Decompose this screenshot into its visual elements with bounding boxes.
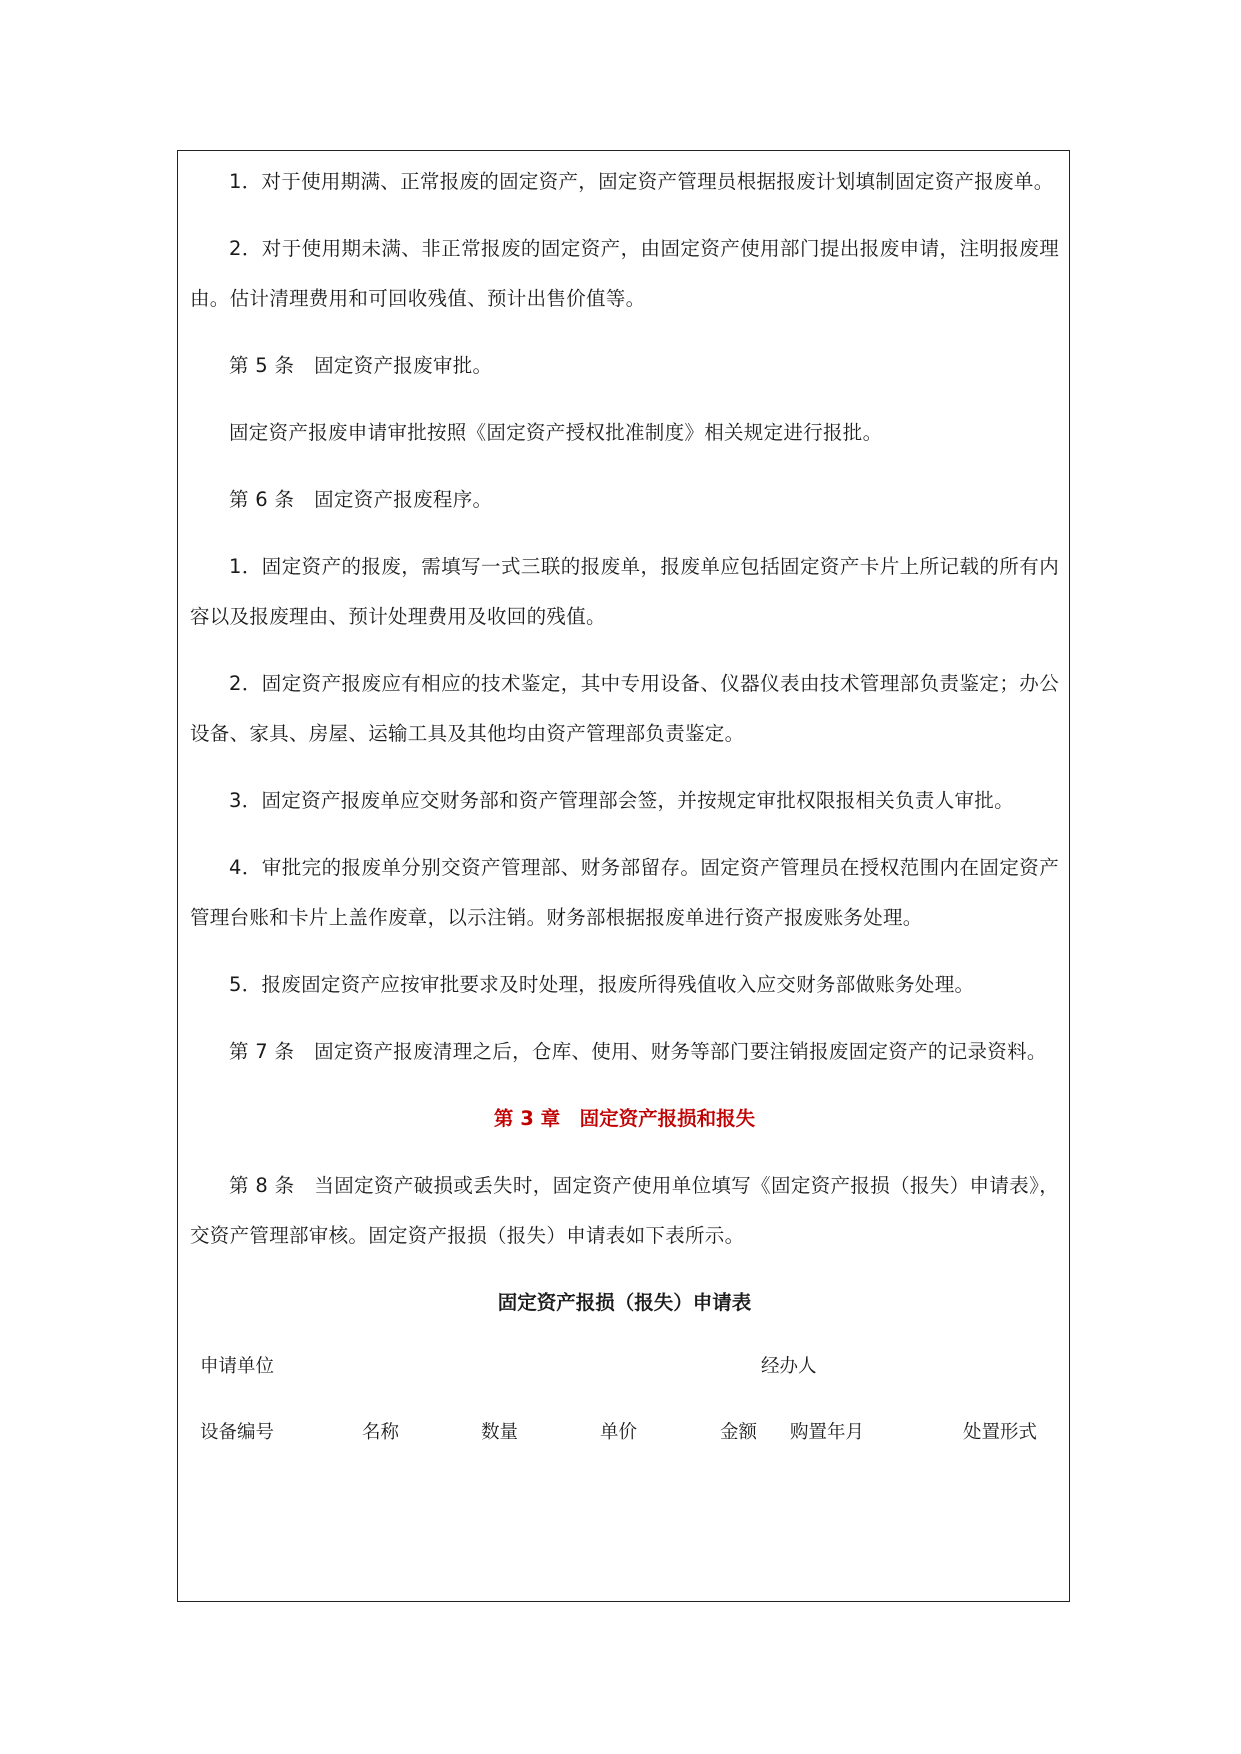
paragraph: 5．报废固定资产应按审批要求及时处理，报废所得残值收入应交财务部做账务处理。 [229,973,975,996]
paragraph: 3．固定资产报废单应交财务部和资产管理部会签，并按规定审批权限报相关负责人审批。 [229,789,1014,812]
paragraph: 1．固定资产的报废，需填写一式三联的报废单，报废单应包括固定资产卡片上所记载的所有内容以及报废理由、预计处理费用及收回的残值。 [190,555,1059,628]
column-name: 名称 [362,1422,400,1443]
paragraph: 2．对于使用期未满、非正常报废的固定资产，由固定资产使用部门提出报废申请，注明报废理由。估计清理费用和可回收残值、预计出售价值等。 [190,237,1059,310]
paragraph: 1．对于使用期满、正常报废的固定资产，固定资产管理员根据报废计划填制固定资产报废单。 [229,170,1054,193]
column-amount: 金额 [720,1422,758,1443]
form-row-applicant [190,1342,1059,1392]
paragraph: 第 7 条 固定资产报废清理之后，仓库、使用、财务等部门要注销报废固定资产的记录资料。 [229,1040,1047,1063]
paragraph: 固定资产报废申请审批按照《固定资产授权批准制度》相关规定进行报批。 [229,421,883,444]
column-purchase-date: 购置年月 [790,1422,865,1443]
paragraph: 第 8 条 当固定资产破损或丢失时，固定资产使用单位填写《固定资产报损（报失）申请表》，交资产管理部审核。固定资产报损（报失）申请表如下表所示。 [190,1174,1059,1247]
document-frame [177,150,1070,1602]
article-heading: 第 5 条 固定资产报废审批。 [229,354,493,377]
column-quantity: 数量 [481,1422,519,1443]
label-applicant-unit: 申请单位 [200,1356,275,1377]
paragraph: 4．审批完的报废单分别交资产管理部、财务部留存。固定资产管理员在授权范围内在固定资产管理台账和卡片上盖作废章，以示注销。财务部根据报废单进行资产报废账务处理。 [190,856,1059,929]
article-heading: 第 6 条 固定资产报废程序。 [229,488,493,511]
label-handler: 经办人 [761,1356,817,1377]
column-equipment-no: 设备编号 [200,1422,275,1443]
form-row-columns [190,1408,1059,1458]
table-title: 固定资产报损（报失）申请表 [497,1291,752,1314]
chapter-heading: 第 3 章 固定资产报损和报失 [493,1107,756,1130]
paragraph: 2．固定资产报废应有相应的技术鉴定，其中专用设备、仪器仪表由技术管理部负责鉴定；办公设备、家具、房屋、运输工具及其他均由资产管理部负责鉴定。 [190,672,1059,745]
column-disposal-method: 处置形式 [963,1422,1038,1443]
column-unit-price: 单价 [600,1422,638,1443]
document-content [190,157,1059,1474]
